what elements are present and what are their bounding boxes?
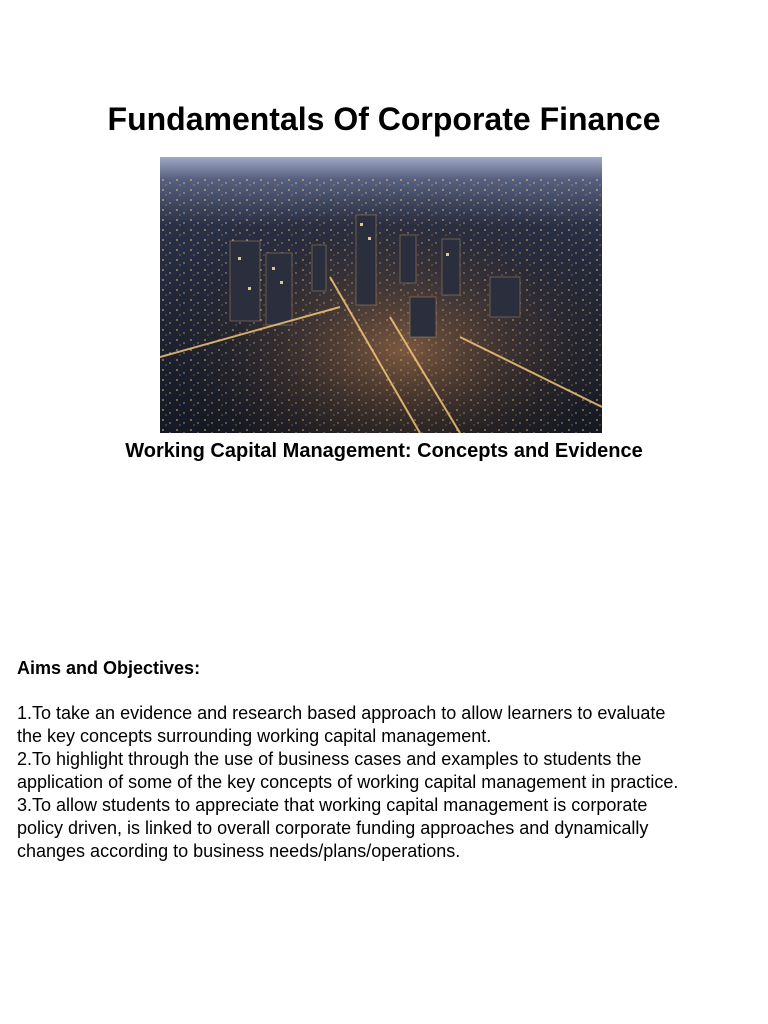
document-subtitle: Working Capital Management: Concepts and Evidence xyxy=(125,440,643,462)
objective-item xyxy=(17,794,757,863)
objective-line: 3.To allow students to appreciate that working capital management is corporate xyxy=(17,795,648,815)
page-title: Fundamentals Of Corporate Finance xyxy=(107,101,661,137)
objective-line: the key concepts surrounding working capital management. xyxy=(17,726,492,746)
objective-item xyxy=(17,702,757,748)
objectives-list xyxy=(17,702,757,863)
city-skyline-image xyxy=(160,157,602,433)
aims-heading: Aims and Objectives: xyxy=(17,658,201,678)
objective-item xyxy=(17,748,757,794)
objective-line: application of some of the key concepts of working capital management in practice. xyxy=(17,772,679,792)
objective-line: 1.To take an evidence and research based approach to allow learners to evaluate xyxy=(17,703,666,723)
objective-line: policy driven, is linked to overall corporate funding approaches and dynamically xyxy=(17,818,649,838)
objective-line: changes according to business needs/plans/operations. xyxy=(17,841,461,861)
objective-line: 2.To highlight through the use of business cases and examples to students the xyxy=(17,749,642,769)
